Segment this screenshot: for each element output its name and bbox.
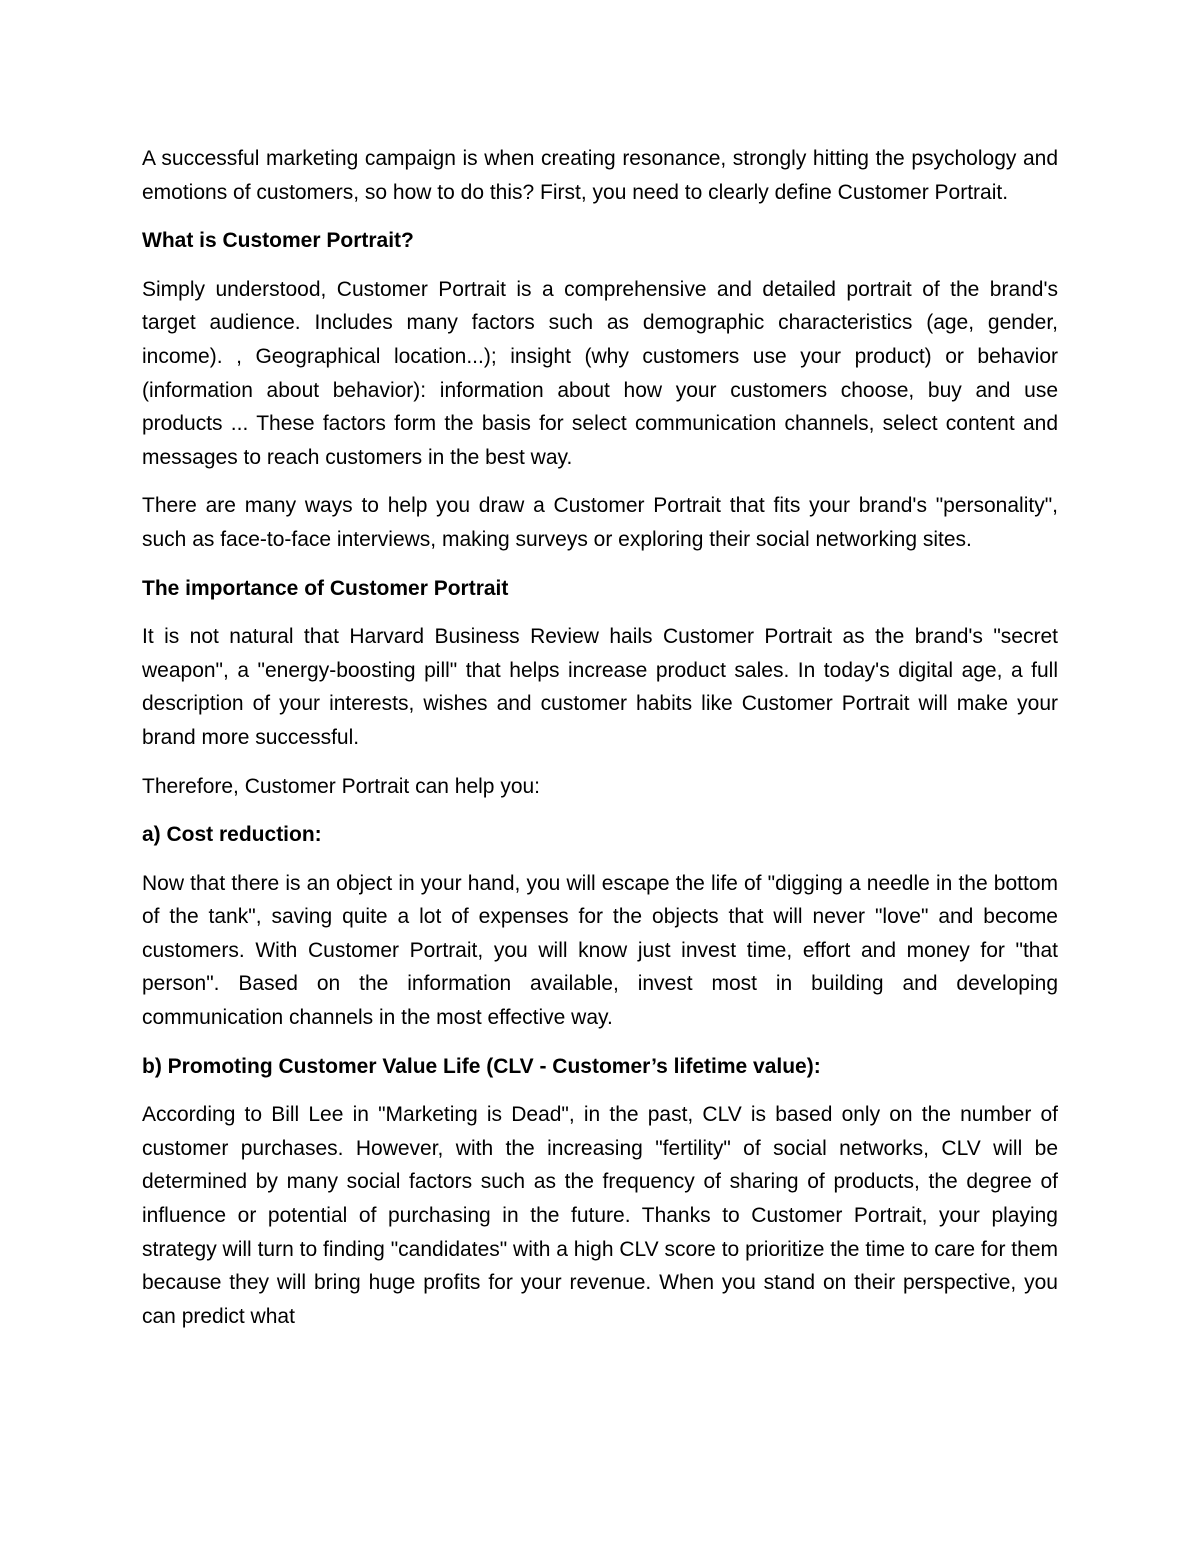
cost-reduction-paragraph: Now that there is an object in your hand, you will escape the life of "digging a needle in the bottom of the tank", saving quite a lot of expenses for the objects that will never "love" and become customers. With Customer Portrait, you will know just invest time, effort and money for "that person". Based on the information available, invest most in building and developing communication channels in the most effective way. bbox=[142, 871, 1058, 1030]
heading-cost-reduction: a) Cost reduction: bbox=[142, 823, 322, 847]
document-body bbox=[142, 142, 1058, 1348]
heading-importance: The importance of Customer Portrait bbox=[142, 576, 509, 600]
definition-paragraph: Simply understood, Customer Portrait is a comprehensive and detailed portrait of the brand's target audience. Includes many factors such as demographic characteristics (age, gender, income). , Geographical location...); insight (why customers use your product) or behavior (information about behavior): information about how your customers choose, buy and use products ... These factors form the basis for select communication channels, select content and messages to reach customers in the best way. bbox=[142, 277, 1058, 469]
harvard-paragraph: It is not natural that Harvard Business Review hails Customer Portrait as the brand's "secret weapon", a "energy-boosting pill" that helps increase product sales. In today's digital age, a full description of your interests, wishes and customer habits like Customer Portrait will make your brand more successful. bbox=[142, 625, 1058, 749]
heading-what-is-customer-portrait: What is Customer Portrait? bbox=[142, 229, 414, 253]
intro-paragraph: A successful marketing campaign is when creating resonance, strongly hitting the psychology and emotions of customers, so how to do this? First, you need to clearly define Customer Portrait. bbox=[142, 147, 1058, 204]
clv-paragraph: According to Bill Lee in "Marketing is Dead", in the past, CLV is based only on the number of customer purchases. However, with the increasing "fertility" of social networks, CLV will be determined by many social factors such as the frequency of sharing of products, the degree of influence or potential of purchasing in the future. Thanks to Customer Portrait, your playing strategy will turn to finding "candidates" with a high CLV score to prioritize the time to care for them because they will bring huge profits for your revenue. When you stand on their perspective, you can predict what bbox=[142, 1103, 1058, 1328]
heading-clv: b) Promoting Customer Value Life (CLV - Customer’s lifetime value): bbox=[142, 1054, 821, 1078]
therefore-paragraph: Therefore, Customer Portrait can help you: bbox=[142, 774, 541, 798]
ways-paragraph: There are many ways to help you draw a Customer Portrait that fits your brand's "personality", such as face-to-face interviews, making surveys or exploring their social networking sites. bbox=[142, 494, 1058, 551]
